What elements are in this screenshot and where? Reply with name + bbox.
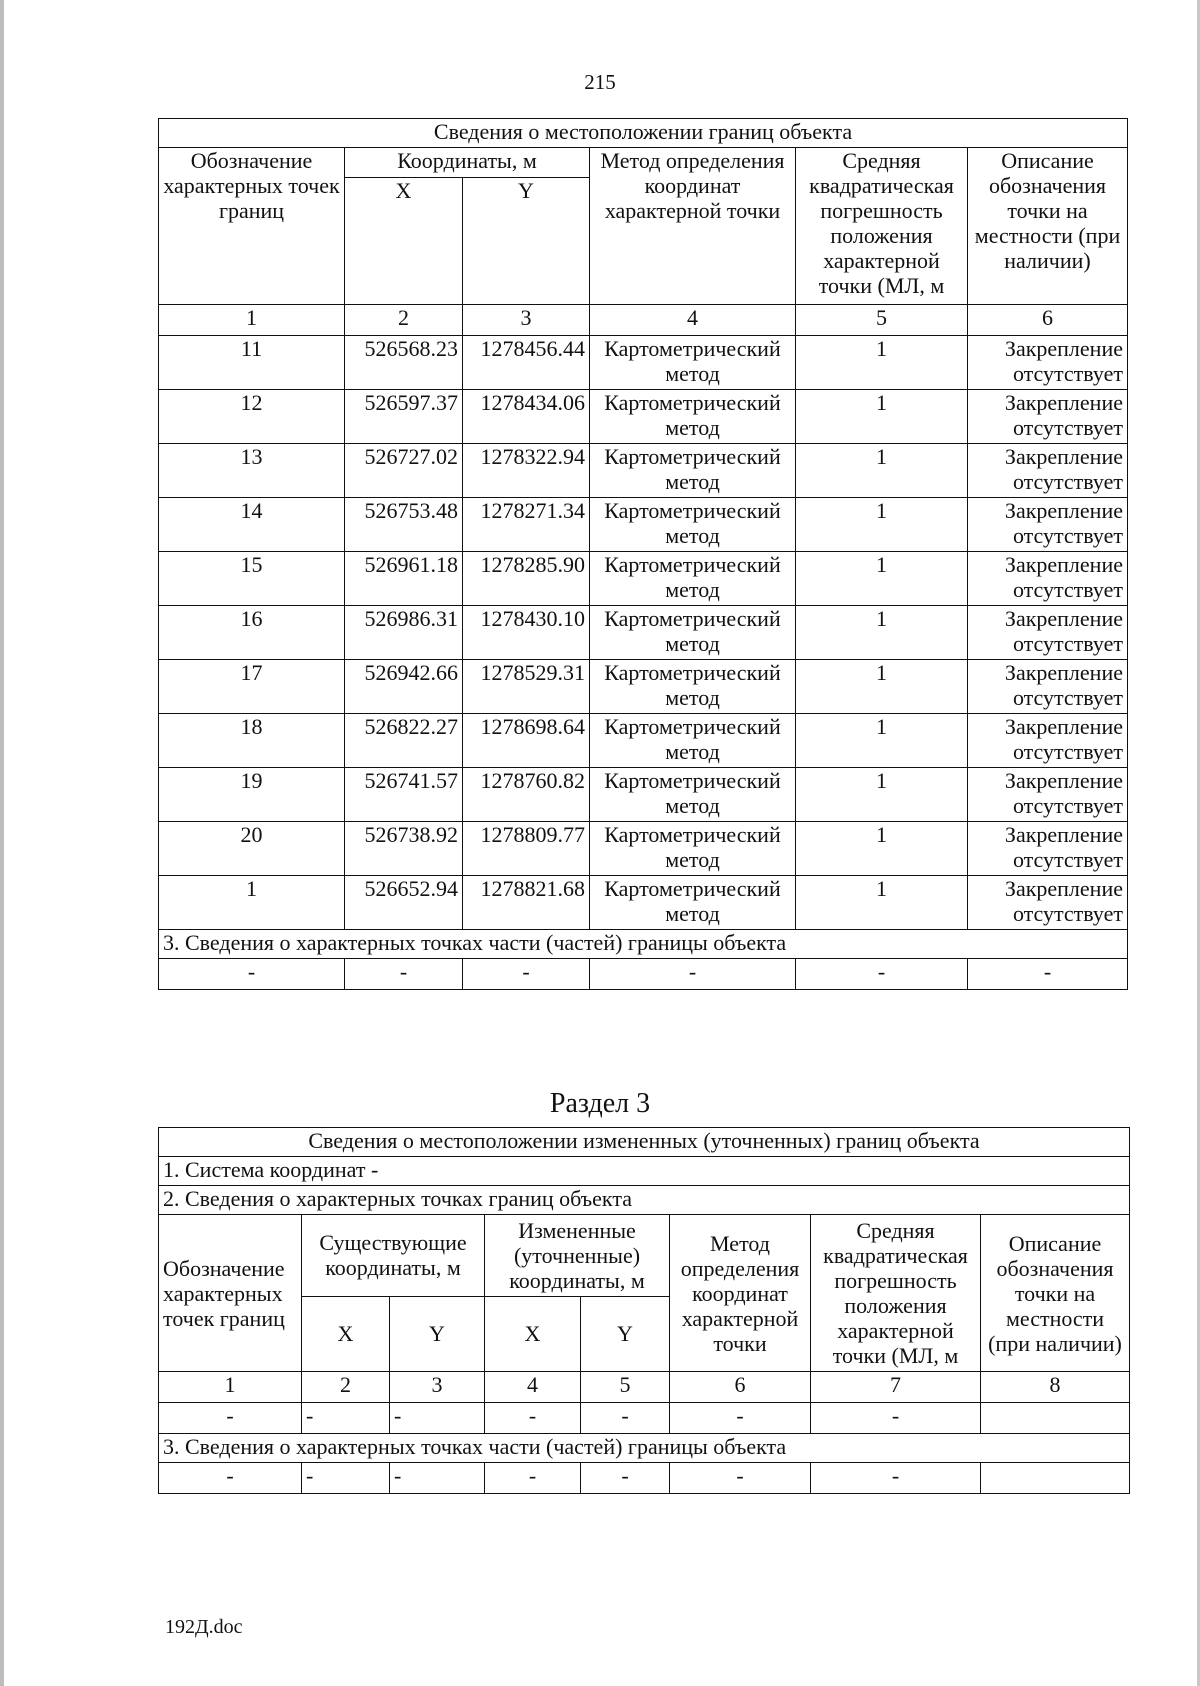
table1-parts-heading: 3. Сведения о характерных точках части (частей) границы объекта [159,930,1128,959]
cell-method: Картометрический метод [590,768,796,822]
changed-boundary-table [158,1127,1130,1494]
t2-header-x-changed: X [485,1296,581,1371]
cell-y: 1278760.82 [463,768,590,822]
cell-point: 13 [159,444,345,498]
table-row [159,552,1128,606]
section-title: Раздел 3 [549,1088,651,1119]
cell-y: 1278529.31 [463,660,590,714]
cell-method: Картометрический метод [590,390,796,444]
header-coordinates: Координаты, м [345,148,590,178]
cell-method: Картометрический метод [590,822,796,876]
cell-error: 1 [796,876,968,930]
scan-edge-left [0,0,4,1686]
cell-method: Картометрический метод [590,444,796,498]
cell-x: 526741.57 [345,768,463,822]
cell-point: 12 [159,390,345,444]
cell-x: 526652.94 [345,876,463,930]
cell-description: Закрепление отсутствует [968,714,1128,768]
t2-header-designation: Обозначение характерных точек границ [159,1215,302,1372]
cell-x: 526986.31 [345,606,463,660]
table2-parts-heading: 3. Сведения о характерных точках части (частей) границы объекта [159,1434,1130,1463]
dash-cell [981,1403,1130,1434]
cell-y: 1278434.06 [463,390,590,444]
cell-x: 526753.48 [345,498,463,552]
cell-method: Картометрический метод [590,714,796,768]
cell-point: 11 [159,336,345,390]
cell-error: 1 [796,606,968,660]
cell-point: 1 [159,876,345,930]
t2-dash-row [159,1403,1130,1434]
parts-cell: - [796,959,968,990]
table1-title: Сведения о местоположении границ объекта [159,119,1128,148]
cell-description: Закрепление отсутствует [968,876,1128,930]
cell-error: 1 [796,336,968,390]
dash-cell: - [485,1403,581,1434]
t2-header-changed: Измененные (уточненные) координаты, м [485,1215,670,1297]
parts-cell: - [159,959,345,990]
table2-coord-system: 1. Система координат - [159,1157,1130,1186]
cell-description: Закрепление отсутствует [968,606,1128,660]
header-method: Метод определения координат характерной точки [590,148,796,305]
dash-cell: - [390,1403,485,1434]
cell-x: 526727.02 [345,444,463,498]
column-number: 1 [159,305,345,336]
table1-parts-row [159,959,1128,990]
cell-point: 16 [159,606,345,660]
parts-cell: - [302,1463,390,1494]
cell-y: 1278821.68 [463,876,590,930]
cell-x: 526738.92 [345,822,463,876]
column-number: 5 [796,305,968,336]
table-row [159,876,1128,930]
dash-cell: - [811,1403,981,1434]
column-number: 7 [811,1372,981,1403]
cell-x: 526942.66 [345,660,463,714]
parts-cell: - [463,959,590,990]
table-row [159,822,1128,876]
t2-header-description: Описание обозначения точки на местности (при наличии) [981,1215,1130,1372]
cell-error: 1 [796,822,968,876]
cell-point: 20 [159,822,345,876]
column-number: 8 [981,1372,1130,1403]
t2-header-existing: Существующие координаты, м [302,1215,485,1297]
column-number: 2 [345,305,463,336]
column-number: 3 [463,305,590,336]
header-error: Средняя квадратическая погрешность положения характерной точки (МЛ, м [796,148,968,305]
cell-y: 1278809.77 [463,822,590,876]
cell-method: Картометрический метод [590,498,796,552]
column-number: 2 [302,1372,390,1403]
table-row [159,768,1128,822]
column-number: 4 [590,305,796,336]
t2-header-y-existing: Y [390,1296,485,1371]
column-number: 6 [670,1372,811,1403]
cell-description: Закрепление отсутствует [968,660,1128,714]
cell-description: Закрепление отсутствует [968,498,1128,552]
parts-cell: - [390,1463,485,1494]
table-row [159,660,1128,714]
cell-y: 1278430.10 [463,606,590,660]
column-number: 4 [485,1372,581,1403]
column-number-row [159,305,1128,336]
cell-error: 1 [796,714,968,768]
cell-description: Закрепление отсутствует [968,768,1128,822]
cell-description: Закрепление отсутствует [968,390,1128,444]
header-x: X [345,177,463,304]
cell-method: Картометрический метод [590,552,796,606]
cell-method: Картометрический метод [590,606,796,660]
boundary-points-table [158,118,1128,990]
parts-cell [981,1463,1130,1494]
header-y: Y [463,177,590,304]
cell-method: Картометрический метод [590,336,796,390]
cell-error: 1 [796,390,968,444]
cell-y: 1278322.94 [463,444,590,498]
parts-cell: - [345,959,463,990]
dash-cell: - [670,1403,811,1434]
table-row [159,606,1128,660]
cell-x: 526822.27 [345,714,463,768]
table-row [159,498,1128,552]
parts-cell: - [968,959,1128,990]
table-row [159,444,1128,498]
cell-point: 15 [159,552,345,606]
cell-x: 526568.23 [345,336,463,390]
column-number: 5 [581,1372,670,1403]
cell-method: Картометрический метод [590,876,796,930]
cell-y: 1278285.90 [463,552,590,606]
cell-error: 1 [796,444,968,498]
header-designation: Обозначение характерных точек границ [159,148,345,305]
parts-cell: - [590,959,796,990]
parts-cell: - [159,1463,302,1494]
cell-description: Закрепление отсутствует [968,552,1128,606]
table-row [159,336,1128,390]
cell-point: 19 [159,768,345,822]
cell-error: 1 [796,552,968,606]
parts-cell: - [581,1463,670,1494]
parts-cell: - [670,1463,811,1494]
column-number: 6 [968,305,1128,336]
table-row [159,714,1128,768]
dash-cell: - [581,1403,670,1434]
cell-x: 526597.37 [345,390,463,444]
cell-method: Картометрический метод [590,660,796,714]
cell-y: 1278698.64 [463,714,590,768]
cell-point: 17 [159,660,345,714]
cell-description: Закрепление отсутствует [968,822,1128,876]
page-number: 215 [584,70,616,94]
cell-x: 526961.18 [345,552,463,606]
dash-cell: - [302,1403,390,1434]
cell-description: Закрепление отсутствует [968,336,1128,390]
table-row [159,390,1128,444]
cell-y: 1278456.44 [463,336,590,390]
header-description: Описание обозначения точки на местности (при наличии) [968,148,1128,305]
cell-error: 1 [796,498,968,552]
cell-point: 14 [159,498,345,552]
table2-title: Сведения о местоположении измененных (уточненных) границ объекта [159,1128,1130,1157]
cell-error: 1 [796,768,968,822]
parts-cell: - [811,1463,981,1494]
t2-column-number-row [159,1372,1130,1403]
column-number: 3 [390,1372,485,1403]
t2-header-error: Средняя квадратическая погрешность положения характерной точки (МЛ, м [811,1215,981,1372]
column-number: 1 [159,1372,302,1403]
cell-y: 1278271.34 [463,498,590,552]
cell-error: 1 [796,660,968,714]
table2-points-heading: 2. Сведения о характерных точках границ объекта [159,1186,1130,1215]
t2-parts-row [159,1463,1130,1494]
dash-cell: - [159,1403,302,1434]
parts-cell: - [485,1463,581,1494]
t2-header-x-existing: X [302,1296,390,1371]
cell-description: Закрепление отсутствует [968,444,1128,498]
t2-header-method: Метод определения координат характерной точки [670,1215,811,1372]
t2-header-y-changed: Y [581,1296,670,1371]
cell-point: 18 [159,714,345,768]
footer-filename: 192Д.doc [165,1616,243,1638]
